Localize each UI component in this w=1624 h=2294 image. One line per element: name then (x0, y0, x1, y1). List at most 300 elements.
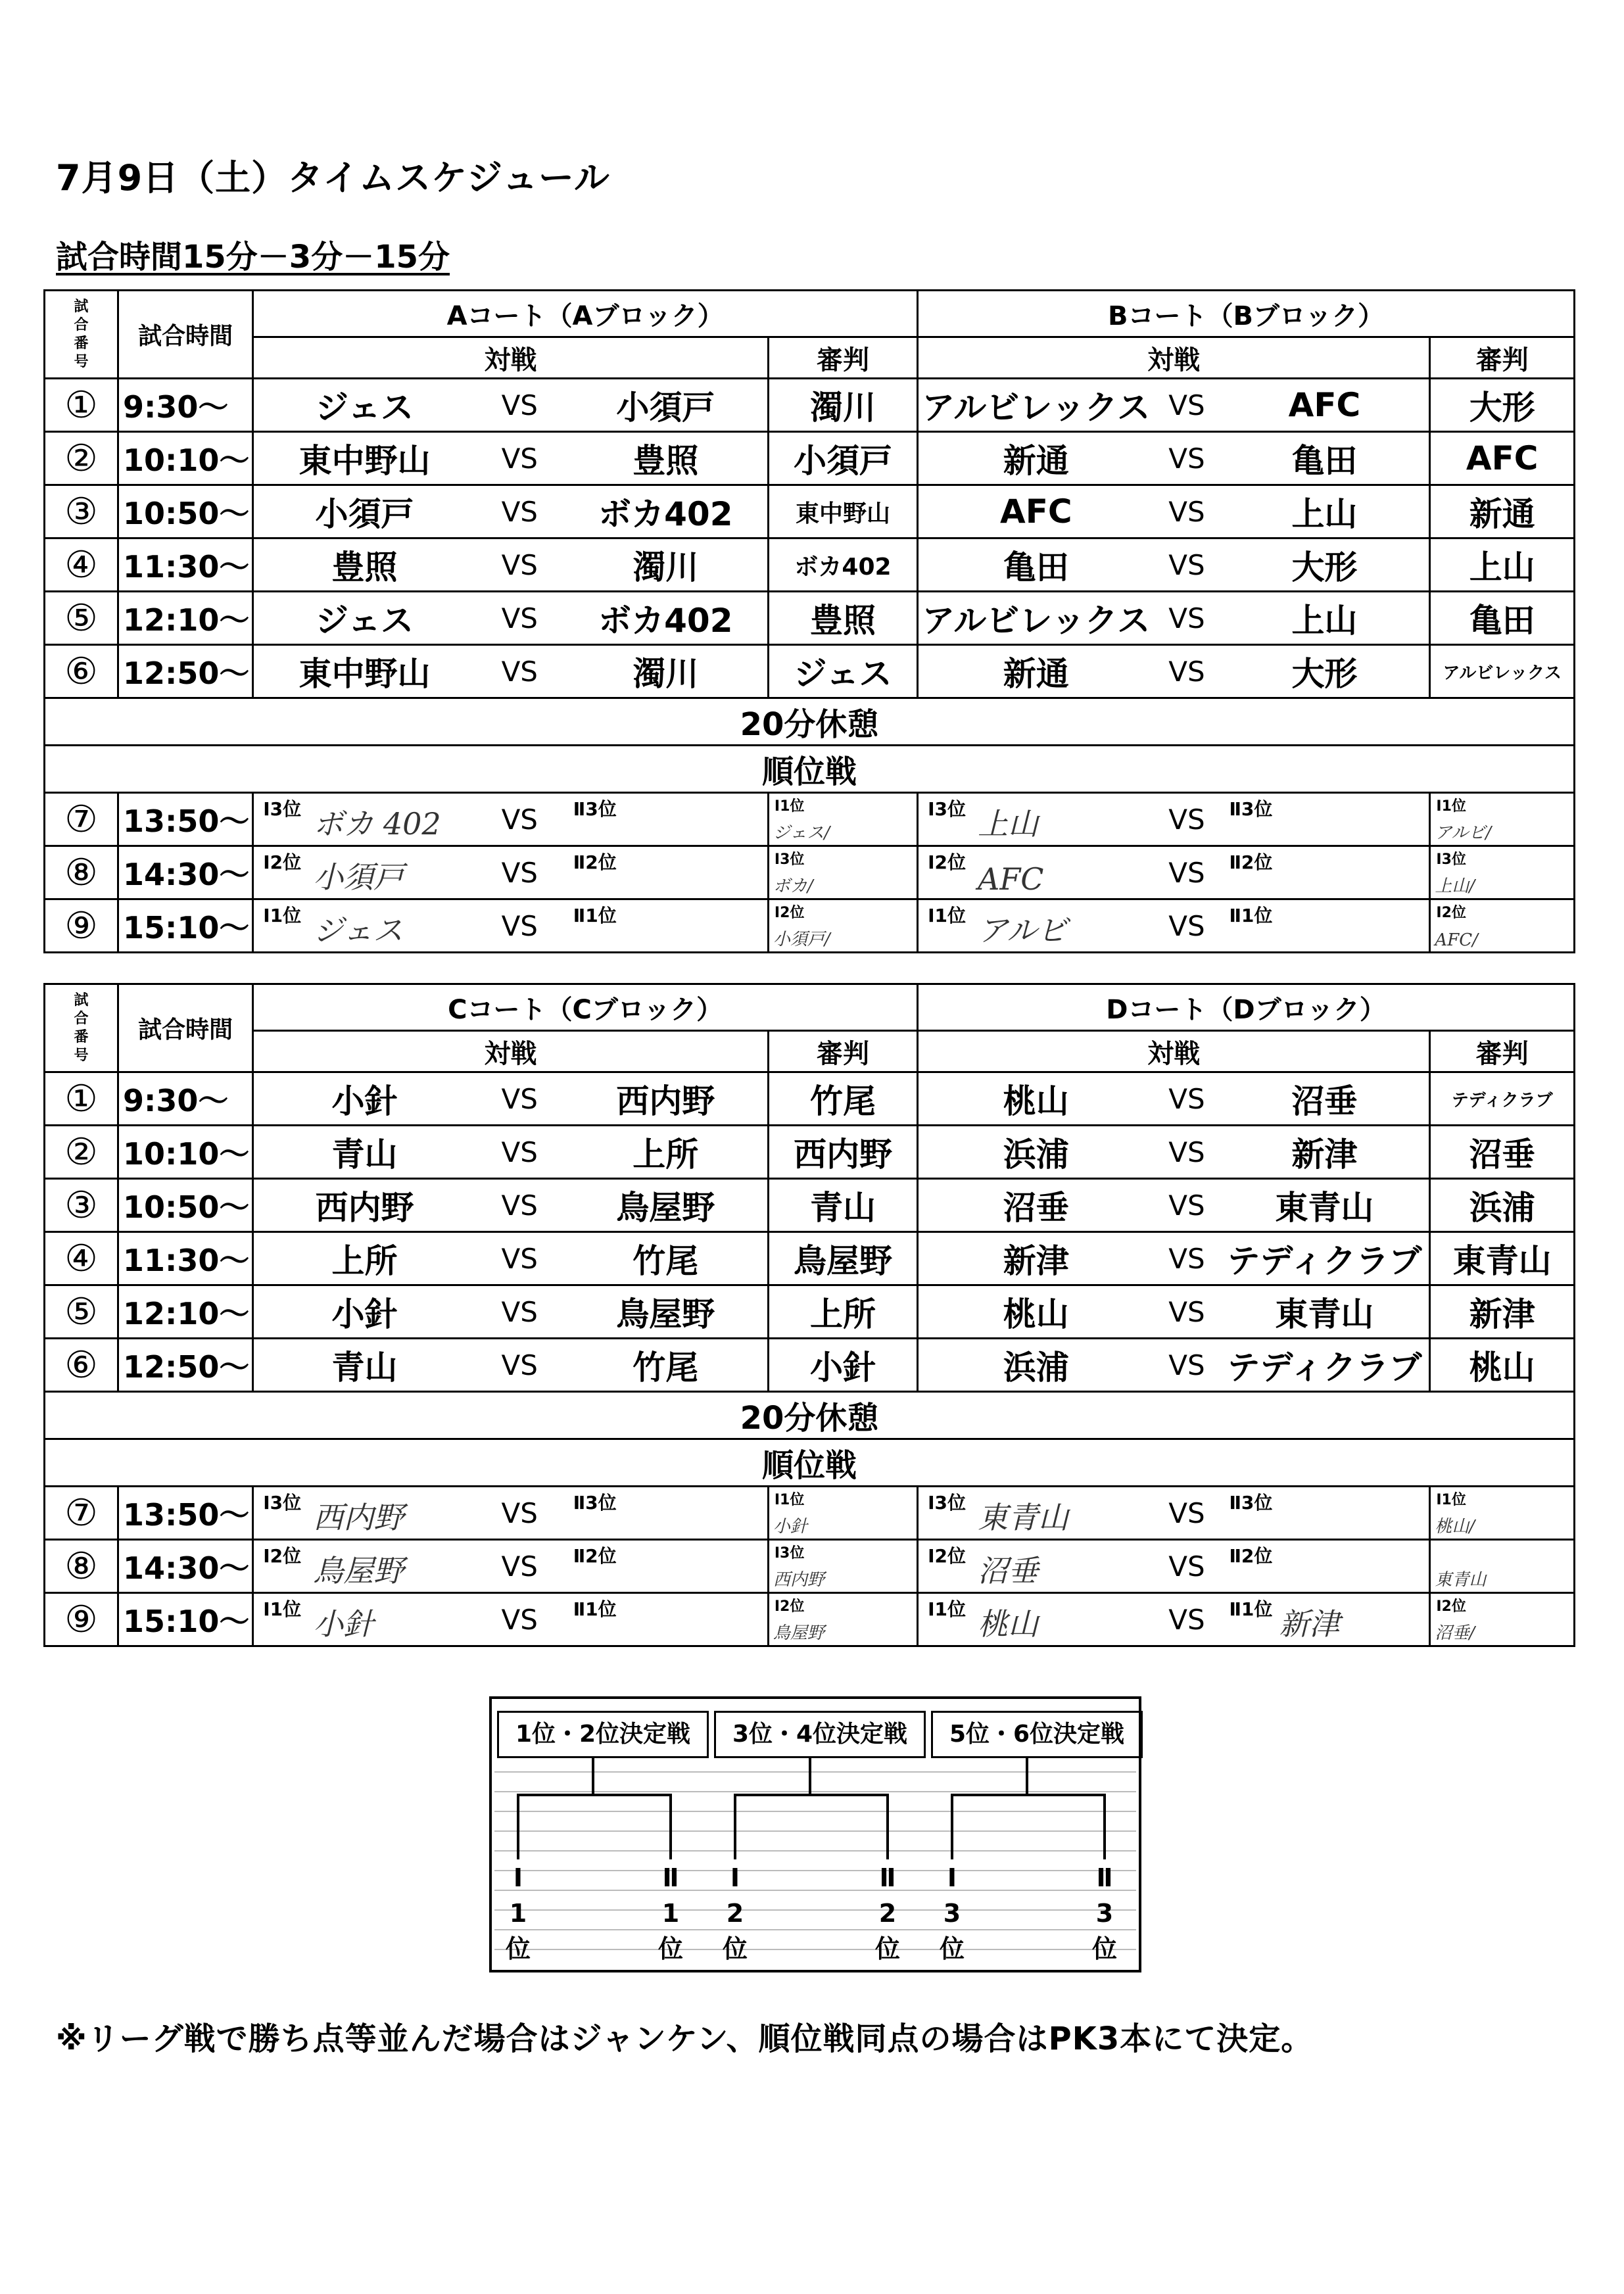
handwritten-team: 鳥屋野 (773, 1623, 824, 1643)
bracket-slot-label: Ⅱ (662, 1863, 679, 1892)
away-team: 豊照 (564, 432, 769, 485)
schedule-table-cd (43, 983, 1575, 1647)
referee-slot (1430, 846, 1575, 899)
seed-label: Ⅱ1位 (1229, 905, 1273, 926)
vs-label: VS (475, 379, 564, 432)
home-slot (253, 1487, 475, 1540)
match-time-header: 試合時間 (118, 291, 252, 379)
home-slot (918, 1487, 1154, 1540)
seed-label: Ⅰ2位 (774, 1598, 805, 1615)
vs-label: VS (475, 1232, 564, 1285)
away-team: 上山 (1220, 592, 1429, 645)
seed-label: Ⅰ3位 (774, 851, 805, 868)
vs-label: VS (1154, 645, 1220, 698)
seed-label: Ⅰ1位 (1436, 798, 1466, 815)
vs-label: VS (1154, 1179, 1220, 1232)
seed-label: Ⅱ2位 (573, 1545, 617, 1567)
away-team: テディクラブ (1220, 1232, 1429, 1285)
away-slot (564, 899, 769, 953)
playoff-bracket (489, 1696, 1141, 1972)
grid-line (494, 1890, 1136, 1891)
bracket-line (951, 1794, 953, 1859)
match-time: 15:10～ (118, 1593, 252, 1646)
bracket-slot-label: 位 (939, 1934, 965, 1963)
match-time: 11:30～ (118, 538, 252, 592)
handwritten-team: 沼垂/ (1435, 1623, 1475, 1643)
home-team: 沼垂 (918, 1179, 1154, 1232)
match-number: ① (45, 379, 118, 432)
home-slot (918, 793, 1154, 846)
seed-label: Ⅰ1位 (928, 1598, 966, 1620)
bracket-line (517, 1794, 672, 1796)
home-team: 東中野山 (253, 645, 475, 698)
vs-label: VS (475, 1285, 564, 1339)
court-c-header: Cコート（Cブロック） (253, 984, 918, 1031)
match-time: 11:30～ (118, 1232, 252, 1285)
bracket-slot-label: 3 (943, 1899, 961, 1928)
handwritten-team: アルビ/ (1435, 823, 1492, 843)
away-team: 小須戸 (564, 379, 769, 432)
away-team: AFC (1220, 379, 1429, 432)
referee-team: AFC (1430, 432, 1575, 485)
versus-header: 対戦 (253, 337, 769, 379)
vs-label: VS (1154, 1593, 1220, 1646)
home-slot (918, 1593, 1154, 1646)
league-rows (45, 1072, 1575, 1392)
away-team: ボカ402 (564, 485, 769, 538)
match-time: 10:10～ (118, 432, 252, 485)
match-no-header: 試 合 番 号 (45, 291, 118, 379)
handwritten-team: AFC (978, 861, 1044, 897)
vs-label: VS (1154, 592, 1220, 645)
away-slot (1220, 846, 1429, 899)
ranking-header-row: 順位戦 (45, 746, 1575, 793)
referee-team: 青山 (768, 1179, 917, 1232)
away-team: 東青山 (1220, 1285, 1429, 1339)
referee-team: 浜浦 (1430, 1179, 1575, 1232)
away-slot (1220, 1487, 1429, 1540)
vs-label: VS (475, 538, 564, 592)
seed-label: Ⅰ1位 (928, 905, 966, 926)
referee-team: アルビレックス (1430, 645, 1575, 698)
match-number: ⑥ (45, 645, 118, 698)
vs-label: VS (475, 1540, 564, 1593)
ranking-header-row: 順位戦 (45, 1439, 1575, 1487)
league-match-row (45, 1179, 1575, 1232)
bracket-line (517, 1794, 519, 1859)
away-team: テディクラブ (1220, 1339, 1429, 1392)
seed-label: Ⅰ3位 (928, 1492, 966, 1514)
referee-team: 沼垂 (1430, 1126, 1575, 1179)
handwritten-team: 上山 (978, 806, 1039, 842)
seed-label: Ⅰ2位 (928, 851, 966, 873)
match-time: 10:10～ (118, 1126, 252, 1179)
handwritten-team: 桃山/ (1435, 1517, 1475, 1537)
bracket-group-label: 5位・6位決定戦 (931, 1711, 1143, 1758)
league-match-row (45, 538, 1575, 592)
bracket-line (809, 1758, 811, 1795)
away-slot (1220, 1593, 1429, 1646)
home-team: アルビレックス (918, 379, 1154, 432)
ranking-rows (45, 1487, 1575, 1646)
grid-line (494, 1850, 1136, 1852)
handwritten-team: 鳥屋野 (313, 1553, 404, 1589)
bracket-slot-label: 1 (509, 1899, 527, 1928)
match-number: ⑨ (45, 1593, 118, 1646)
court-d-header: Dコート（Dブロック） (918, 984, 1575, 1031)
seed-label: Ⅱ1位 (573, 1598, 617, 1620)
bracket-line (669, 1794, 672, 1859)
league-rows (45, 379, 1575, 698)
bracket-slot-label: Ⅰ (730, 1863, 740, 1892)
match-number: ④ (45, 538, 118, 592)
away-team: 鳥屋野 (564, 1179, 769, 1232)
handwritten-team: 小須戸/ (773, 930, 830, 949)
away-team: 沼垂 (1220, 1072, 1429, 1126)
match-time: 9:30～ (118, 379, 252, 432)
home-team: ジェス (253, 592, 475, 645)
match-time: 14:30～ (118, 846, 252, 899)
match-number: ④ (45, 1232, 118, 1285)
referee-slot (768, 899, 917, 953)
seed-label: Ⅱ2位 (1229, 851, 1273, 873)
referee-slot (768, 1487, 917, 1540)
vs-label: VS (1154, 899, 1220, 953)
home-team: 亀田 (918, 538, 1154, 592)
bracket-slot-label: Ⅰ (947, 1863, 957, 1892)
seed-label: Ⅱ1位 (573, 905, 617, 926)
referee-team: ジェス (768, 645, 917, 698)
league-match-row (45, 1232, 1575, 1285)
away-slot (1220, 1540, 1429, 1593)
away-team: 竹尾 (564, 1232, 769, 1285)
grid-line (494, 1811, 1136, 1812)
league-match-row (45, 645, 1575, 698)
bracket-slot-label: Ⅱ (879, 1863, 896, 1892)
vs-label: VS (475, 793, 564, 846)
bracket-slot-label: 位 (1091, 1934, 1117, 1963)
seed-label: Ⅰ1位 (263, 905, 302, 926)
match-number: ⑧ (45, 846, 118, 899)
seed-label: Ⅰ2位 (1436, 905, 1466, 921)
handwritten-team: 東青山 (978, 1500, 1069, 1535)
match-number: ⑨ (45, 899, 118, 953)
bracket-slot-label: 1 (661, 1899, 680, 1928)
vs-label: VS (475, 1126, 564, 1179)
match-time: 13:50～ (118, 793, 252, 846)
home-team: 青山 (253, 1339, 475, 1392)
vs-label: VS (1154, 1487, 1220, 1540)
away-team: 濁川 (564, 538, 769, 592)
handwritten-team: 小針 (313, 1606, 374, 1642)
vs-label: VS (475, 1072, 564, 1126)
bracket-slot-label: Ⅰ (513, 1863, 523, 1892)
vs-label: VS (475, 846, 564, 899)
handwritten-team: 桃山 (978, 1606, 1039, 1642)
ranking-match-row (45, 793, 1575, 846)
league-match-row (45, 432, 1575, 485)
away-team: ボカ402 (564, 592, 769, 645)
seed-label: Ⅰ1位 (774, 798, 805, 815)
ranking-rows (45, 793, 1575, 953)
versus-header: 対戦 (253, 1031, 769, 1072)
seed-label: Ⅱ3位 (1229, 1492, 1273, 1514)
referee-slot (1430, 793, 1575, 846)
home-team: 豊照 (253, 538, 475, 592)
schedule-table-ab (43, 289, 1575, 953)
match-time: 12:10～ (118, 592, 252, 645)
referee-team: 鳥屋野 (768, 1232, 917, 1285)
away-team: 上山 (1220, 485, 1429, 538)
referee-header: 審判 (1430, 1031, 1575, 1072)
away-team: 鳥屋野 (564, 1285, 769, 1339)
handwritten-team: 新津 (1279, 1606, 1340, 1642)
away-slot (564, 1540, 769, 1593)
away-team: 大形 (1220, 645, 1429, 698)
bracket-line (886, 1794, 889, 1859)
home-slot (918, 846, 1154, 899)
referee-team: 竹尾 (768, 1072, 917, 1126)
match-number: ⑦ (45, 1487, 118, 1540)
home-team: 小須戸 (253, 485, 475, 538)
handwritten-team: ジェス/ (773, 823, 830, 843)
home-slot (918, 1540, 1154, 1593)
referee-header: 審判 (768, 1031, 917, 1072)
referee-team: 豊照 (768, 592, 917, 645)
vs-label: VS (1154, 1339, 1220, 1392)
seed-label: Ⅱ3位 (573, 798, 617, 820)
home-slot (253, 846, 475, 899)
bracket-line (592, 1758, 594, 1795)
referee-slot (1430, 1540, 1575, 1593)
home-team: 西内野 (253, 1179, 475, 1232)
league-match-row (45, 485, 1575, 538)
away-team: 濁川 (564, 645, 769, 698)
match-number: ⑧ (45, 1540, 118, 1593)
match-time: 10:50～ (118, 1179, 252, 1232)
vs-label: VS (1154, 1126, 1220, 1179)
seed-label: Ⅱ3位 (573, 1492, 617, 1514)
away-team: 竹尾 (564, 1339, 769, 1392)
vs-label: VS (1154, 1285, 1220, 1339)
handwritten-team: 上山/ (1435, 876, 1475, 896)
home-team: AFC (918, 485, 1154, 538)
bracket-slot-label: Ⅱ (1096, 1863, 1113, 1892)
home-team: 桃山 (918, 1072, 1154, 1126)
home-team: ジェス (253, 379, 475, 432)
match-time: 12:50～ (118, 645, 252, 698)
vs-label: VS (475, 432, 564, 485)
vs-label: VS (1154, 538, 1220, 592)
away-team: 東青山 (1220, 1179, 1429, 1232)
versus-header: 対戦 (918, 337, 1430, 379)
match-number: ② (45, 432, 118, 485)
home-team: 新通 (918, 432, 1154, 485)
league-match-row (45, 592, 1575, 645)
bracket-slot-label: 位 (657, 1934, 683, 1963)
away-slot (1220, 793, 1429, 846)
seed-label: Ⅰ2位 (1436, 1598, 1466, 1615)
referee-team: 亀田 (1430, 592, 1575, 645)
bracket-slot-label: 位 (505, 1934, 531, 1963)
home-team: 新通 (918, 645, 1154, 698)
seed-label: Ⅰ1位 (1436, 1492, 1466, 1508)
seed-label: Ⅰ3位 (774, 1545, 805, 1562)
referee-slot (1430, 899, 1575, 953)
page-title: 7月9日（土）タイムスケジュール (56, 157, 610, 199)
seed-label: Ⅰ2位 (263, 1545, 302, 1567)
seed-label: Ⅰ1位 (774, 1492, 805, 1508)
vs-label: VS (475, 1593, 564, 1646)
match-time: 12:50～ (118, 1339, 252, 1392)
match-time: 15:10～ (118, 899, 252, 953)
bracket-line (951, 1794, 1106, 1796)
bracket-group-label: 3位・4位決定戦 (714, 1711, 926, 1758)
league-match-row (45, 1072, 1575, 1126)
league-match-row (45, 379, 1575, 432)
match-time-header: 試合時間 (118, 984, 252, 1072)
vs-label: VS (475, 1339, 564, 1392)
away-slot (564, 1487, 769, 1540)
home-team: 東中野山 (253, 432, 475, 485)
home-slot (253, 1540, 475, 1593)
seed-label: Ⅰ1位 (263, 1598, 302, 1620)
away-team: 亀田 (1220, 432, 1429, 485)
match-number: ③ (45, 1179, 118, 1232)
seed-label: Ⅱ1位 (1229, 1598, 1273, 1620)
match-no-header: 試 合 番 号 (45, 984, 118, 1072)
handwritten-team: 小須戸 (313, 859, 404, 895)
referee-team: 上山 (1430, 538, 1575, 592)
handwritten-team: AFC/ (1435, 930, 1478, 950)
vs-label: VS (1154, 485, 1220, 538)
bracket-slot-label: 3 (1095, 1899, 1114, 1928)
handwritten-team: 東青山 (1435, 1570, 1487, 1590)
away-slot (564, 846, 769, 899)
referee-team: 上所 (768, 1285, 917, 1339)
vs-label: VS (1154, 846, 1220, 899)
referee-team: 東中野山 (768, 485, 917, 538)
grid-line (494, 1909, 1136, 1911)
vs-label: VS (475, 485, 564, 538)
grid-line (494, 1771, 1136, 1773)
vs-label: VS (1154, 1072, 1220, 1126)
handwritten-team: 沼垂 (978, 1553, 1039, 1589)
break-row: 20分休憩 (45, 698, 1575, 746)
away-slot (564, 793, 769, 846)
home-slot (253, 1593, 475, 1646)
match-number: ⑥ (45, 1339, 118, 1392)
bracket-slot-label: 位 (722, 1934, 748, 1963)
court-b-header: Bコート（Bブロック） (918, 291, 1575, 337)
home-team: 桃山 (918, 1285, 1154, 1339)
home-slot (253, 899, 475, 953)
match-number: ⑦ (45, 793, 118, 846)
bracket-slot-label: 2 (726, 1899, 744, 1928)
bracket-line (734, 1794, 736, 1859)
ranking-match-row (45, 1593, 1575, 1646)
match-number: ② (45, 1126, 118, 1179)
referee-slot (1430, 1487, 1575, 1540)
away-team: 大形 (1220, 538, 1429, 592)
league-match-row (45, 1126, 1575, 1179)
away-slot (1220, 899, 1429, 953)
seed-label: Ⅱ2位 (573, 851, 617, 873)
vs-label: VS (475, 592, 564, 645)
referee-header: 審判 (1430, 337, 1575, 379)
match-duration-subtitle: 試合時間15分－3分－15分 (56, 239, 450, 275)
referee-team: 西内野 (768, 1126, 917, 1179)
home-slot (253, 793, 475, 846)
vs-label: VS (1154, 379, 1220, 432)
match-number: ⑤ (45, 1285, 118, 1339)
handwritten-team: 小針 (773, 1517, 807, 1537)
referee-header: 審判 (768, 337, 917, 379)
referee-team: 桃山 (1430, 1339, 1575, 1392)
ranking-match-row (45, 1540, 1575, 1593)
match-number: ⑤ (45, 592, 118, 645)
referee-team: 大形 (1430, 379, 1575, 432)
seed-label: Ⅰ3位 (1436, 851, 1466, 868)
handwritten-team: ボカ 402 (313, 806, 441, 842)
vs-label: VS (475, 645, 564, 698)
home-slot (918, 899, 1154, 953)
referee-team: 新津 (1430, 1285, 1575, 1339)
vs-label: VS (475, 1487, 564, 1540)
league-match-row (45, 1339, 1575, 1392)
match-number: ③ (45, 485, 118, 538)
grid-line (494, 1830, 1136, 1832)
match-time: 14:30～ (118, 1540, 252, 1593)
bracket-group-label: 1位・2位決定戦 (497, 1711, 709, 1758)
vs-label: VS (1154, 793, 1220, 846)
home-team: 上所 (253, 1232, 475, 1285)
match-time: 13:50～ (118, 1487, 252, 1540)
referee-team: テディクラブ (1430, 1072, 1575, 1126)
tiebreak-note: ※リーグ戦で勝ち点等並んだ場合はジャンケン、順位戦同点の場合はPK3本にて決定。 (56, 2020, 1314, 2057)
versus-header: 対戦 (918, 1031, 1430, 1072)
referee-slot (1430, 1593, 1575, 1646)
vs-label: VS (1154, 432, 1220, 485)
vs-label: VS (1154, 1232, 1220, 1285)
grid-line (494, 1791, 1136, 1792)
vs-label: VS (1154, 1540, 1220, 1593)
seed-label: Ⅰ3位 (263, 798, 302, 820)
referee-slot (768, 1540, 917, 1593)
referee-team: ボカ402 (768, 538, 917, 592)
away-team: 新津 (1220, 1126, 1429, 1179)
grid-line (494, 1949, 1136, 1950)
away-team: 西内野 (564, 1072, 769, 1126)
seed-label: Ⅰ3位 (928, 798, 966, 820)
referee-team: 小針 (768, 1339, 917, 1392)
ranking-match-row (45, 1487, 1575, 1540)
grid-line (494, 1870, 1136, 1871)
bracket-slot-label: 2 (878, 1899, 897, 1928)
away-team: 上所 (564, 1126, 769, 1179)
break-row: 20分休憩 (45, 1392, 1575, 1439)
home-team: 青山 (253, 1126, 475, 1179)
match-number: ① (45, 1072, 118, 1126)
handwritten-team: 西内野 (773, 1570, 824, 1590)
handwritten-team: ボカ/ (773, 876, 813, 896)
grid-line (494, 1929, 1136, 1930)
referee-team: 東青山 (1430, 1232, 1575, 1285)
ranking-match-row (45, 846, 1575, 899)
home-team: 小針 (253, 1072, 475, 1126)
seed-label: Ⅰ2位 (774, 905, 805, 921)
seed-label: Ⅰ2位 (928, 1545, 966, 1567)
